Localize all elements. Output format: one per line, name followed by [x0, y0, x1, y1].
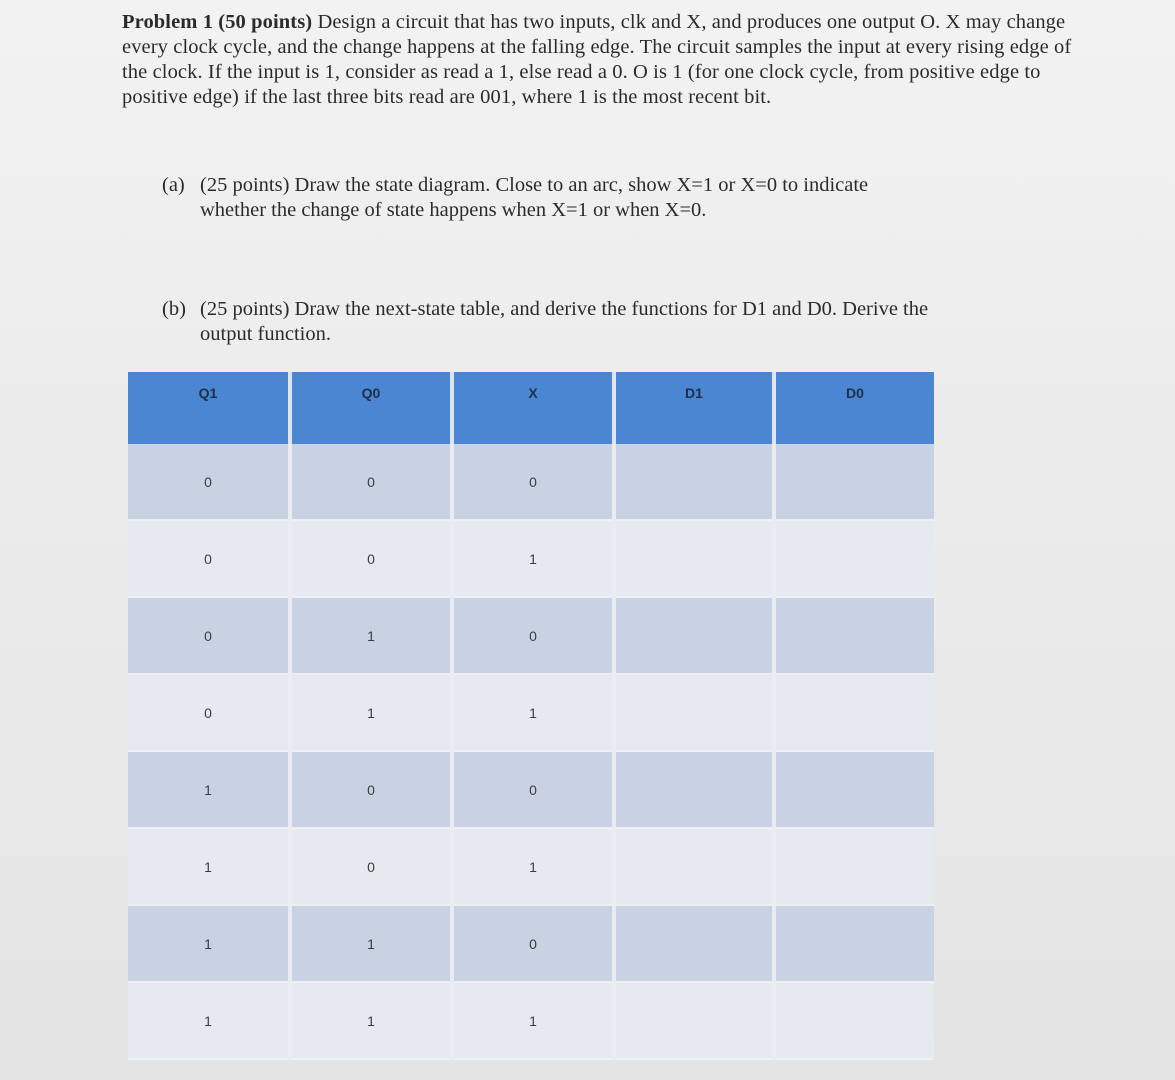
- table-row: [128, 674, 934, 751]
- header-d0: D0: [774, 372, 934, 444]
- table-header-row: [128, 372, 934, 444]
- cell-q0: 0: [290, 520, 452, 597]
- header-x: X: [452, 372, 614, 444]
- cell-q1: 0: [128, 520, 290, 597]
- cell-d1[interactable]: [614, 520, 774, 597]
- part-a: [162, 173, 1022, 223]
- cell-d1[interactable]: [614, 444, 774, 520]
- cell-d1[interactable]: [614, 597, 774, 674]
- cell-d1[interactable]: [614, 828, 774, 905]
- cell-q1: 1: [128, 828, 290, 905]
- problem-statement: [122, 10, 1077, 110]
- part-b-tag: (b): [162, 298, 186, 320]
- cell-q1: 1: [128, 982, 290, 1059]
- cell-x: 0: [452, 597, 614, 674]
- cell-q1: 0: [128, 597, 290, 674]
- cell-d0[interactable]: [774, 905, 934, 982]
- table-row: [128, 905, 934, 982]
- cell-d1[interactable]: [614, 751, 774, 828]
- cell-q0: 1: [290, 674, 452, 751]
- cell-q0: 1: [290, 597, 452, 674]
- cell-q0: 0: [290, 828, 452, 905]
- table-row: [128, 597, 934, 674]
- cell-x: 1: [452, 982, 614, 1059]
- header-d1: D1: [614, 372, 774, 444]
- cell-x: 1: [452, 828, 614, 905]
- next-state-table: [128, 372, 934, 1060]
- cell-x: 0: [452, 751, 614, 828]
- cell-q1: 1: [128, 751, 290, 828]
- part-a-line-1: (25 points) Draw the state diagram. Close to an arc, show X=1 or X=0 to indicate: [200, 174, 869, 196]
- cell-d0[interactable]: [774, 520, 934, 597]
- cell-x: 1: [452, 520, 614, 597]
- cell-q1: 0: [128, 674, 290, 751]
- part-a-tag: (a): [162, 174, 185, 196]
- cell-d1[interactable]: [614, 674, 774, 751]
- cell-d0[interactable]: [774, 982, 934, 1059]
- cell-q1: 0: [128, 444, 290, 520]
- table-row: [128, 444, 934, 520]
- header-q1: Q1: [128, 372, 290, 444]
- table-row: [128, 751, 934, 828]
- cell-d0[interactable]: [774, 597, 934, 674]
- cell-d0[interactable]: [774, 444, 934, 520]
- cell-q0: 0: [290, 444, 452, 520]
- cell-x: 1: [452, 674, 614, 751]
- table-row: [128, 982, 934, 1059]
- problem-text: Design a circuit that has two inputs, clk and X, and produces one output O. X may change every clock cycle, and the change happens at the falling edge. The circuit samples the input at every rising edge of the clock. If the input is 1, consider as read a 1, else read a 0. O is 1 (for one clock cycle, from positive edge to positive edge) if the last three bits read are 001, where 1 is the most recent bit.: [122, 11, 1072, 108]
- cell-d0[interactable]: [774, 674, 934, 751]
- cell-d0[interactable]: [774, 828, 934, 905]
- part-b-line-1: (25 points) Draw the next-state table, and derive the functions for D1 and D0. Derive the: [200, 298, 929, 320]
- problem-title: Problem 1 (50 points): [122, 11, 313, 33]
- part-b-line-2: output function.: [200, 323, 331, 345]
- cell-d1[interactable]: [614, 905, 774, 982]
- table-row: [128, 520, 934, 597]
- cell-d0[interactable]: [774, 751, 934, 828]
- cell-d1[interactable]: [614, 982, 774, 1059]
- cell-x: 0: [452, 905, 614, 982]
- header-q0: Q0: [290, 372, 452, 444]
- table-row: [128, 828, 934, 905]
- cell-q1: 1: [128, 905, 290, 982]
- part-b: [162, 297, 1067, 347]
- cell-q0: 0: [290, 751, 452, 828]
- cell-q0: 1: [290, 905, 452, 982]
- cell-x: 0: [452, 444, 614, 520]
- part-a-line-2: whether the change of state happens when X=1 or when X=0.: [200, 199, 707, 221]
- cell-q0: 1: [290, 982, 452, 1059]
